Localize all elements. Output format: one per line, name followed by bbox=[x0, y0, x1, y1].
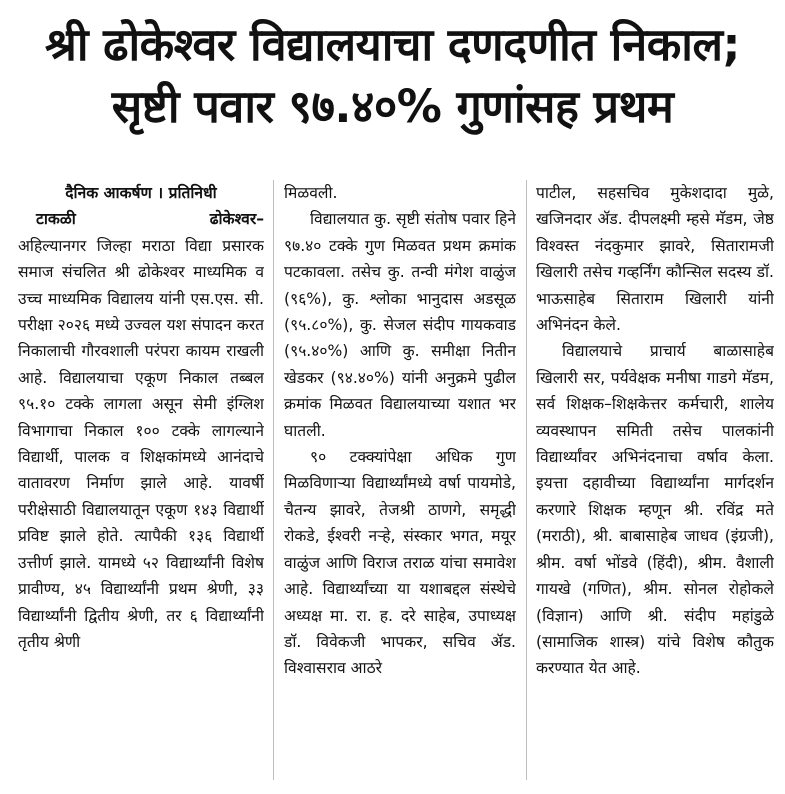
headline-line-2: सृष्टी पवार ९७.४०% गुणांसह प्रथम bbox=[111, 80, 674, 133]
column-divider bbox=[526, 180, 527, 780]
dateline: दैनिक आकर्षण । प्रतिनिधी bbox=[65, 184, 217, 202]
article-paragraph: विद्यालयाचे प्राचार्य बाळासाहेब खिलारी सर, पर्यवेक्षक मनीषा गाडगे मॅडम, सर्व शिक्षक–शिक्षकेत्तर कर्मचारी, शालेय व्यवस्थापन समिती तसेच पालकांनी विद्यार्थ्यांवर अभिनंदनाचा वर्षाव केला. इयत्ता दहावीच्या विद्यार्थ्यांना मार्गदर्शन करणारे शिक्षक म्हणून श्री. रविंद्र मते (मराठी), श्री. बाबासाहेब जाधव (इंग्रजी), श्रीम. वर्षा भोंडवे (हिंदी), श्रीम. वैशाली गायखे (गणित), श्रीम. सोनल रोहोकले (विज्ञान) आणि श्री. संदीप महांडुळे (सामाजिक शास्त्र) यांचे विशेष कौतुक करण्यात येत आहे. bbox=[536, 342, 774, 678]
article-column-1 bbox=[18, 180, 264, 792]
headline bbox=[0, 14, 785, 138]
article-paragraph: मिळवली. bbox=[284, 184, 338, 202]
column-divider bbox=[273, 180, 274, 780]
article-paragraph: अहिल्यानगर जिल्हा मराठा विद्या प्रसारक समाज संचलित श्री ढोकेश्वर माध्यमिक व उच्च माध्यमिक विद्यालय यांनी एस.एस. सी. परीक्षा २०२६ मध्ये उज्वल यश संपादन करत निकालाची गौरवशाली परंपरा कायम राखली आहे. विद्यालयाचा एकूण निकाल तब्बल ९५.१० टक्के लागला असून सेमी इंग्लिश विभागाचा निकाल १०० टक्के लागल्याने विद्यार्थी, पालक व शिक्षकांमध्ये आनंदाचे वातावरण निर्माण झाले आहे. यावर्षी परीक्षेसाठी विद्यालयातून एकूण १४३ विद्यार्थी प्रविष्ट झाले होते. त्यापैकी १३६ विद्यार्थी उत्तीर्ण झाले. यामध्ये ५२ विद्यार्थ्यांनी विशेष प्रावीण्य, ४५ विद्यार्थ्यांनी प्रथम श्रेणी, ३३ विद्यार्थ्यांनी द्वितीय श्रेणी, तर ६ विद्यार्थ्यांनी तृतीय श्रेणी bbox=[18, 236, 264, 651]
article-column-3 bbox=[536, 180, 774, 792]
article-paragraph: विद्यालयात कु. सृष्टी संतोष पवार हिने ९७.४० टक्के गुण मिळवत प्रथम क्रमांक पटकावला. तसेच कु. तन्वी मंगेश वाळुंज (९६%), कु. श्लोका भानुदास अडसूळ (९५.८०%), कु. सेजल संदीप गायकवाड (९५.४०%) आणि कु. समीक्षा नितीन खेडकर (९४.४०%) यांनी अनुक्रमे पुढील क्रमांक मिळवत विद्यालयाच्या यशात भर घातली. bbox=[284, 210, 516, 440]
place-name: टाकळी ढोकेश्वर– bbox=[36, 210, 264, 229]
article-column-2 bbox=[284, 180, 516, 792]
article-paragraph: ९० टक्क्यांपेक्षा अधिक गुण मिळविणाऱ्या विद्यार्थ्यांमध्ये वर्षा पायमोडे, चैतन्य झावरे, तेजश्री ठाणगे, समृद्धी रोकडे, ईश्वरी नऱ्हे, संस्कार भगत, मयूर वाळुंज आणि विराज तराळ यांचा समावेश आहे. विद्यार्थ्यांच्या या यशाबद्दल संस्थेचे अध्यक्ष मा. रा. ह. दरे साहेब, उपाध्यक्ष डॉ. विवेकजी भापकर, सचिव ॲड. विश्वासराव आठरे bbox=[284, 448, 516, 678]
article-paragraph: पाटील, सहसचिव मुकेशदादा मुळे, खजिनदार ॲड. दीपलक्ष्मी म्हसे मॅडम, जेष्ठ विश्वस्त नंदकुमार झावरे, सितारामजी खिलारी तसेच गव्हर्निंग कौन्सिल सदस्य डॉ. भाऊसाहेब सिताराम खिलारी यांनी अभिनंदन केले. bbox=[536, 184, 774, 335]
headline-line-1: श्री ढोकेश्वर विद्यालयाचा दणदणीत निकाल; bbox=[45, 18, 740, 71]
